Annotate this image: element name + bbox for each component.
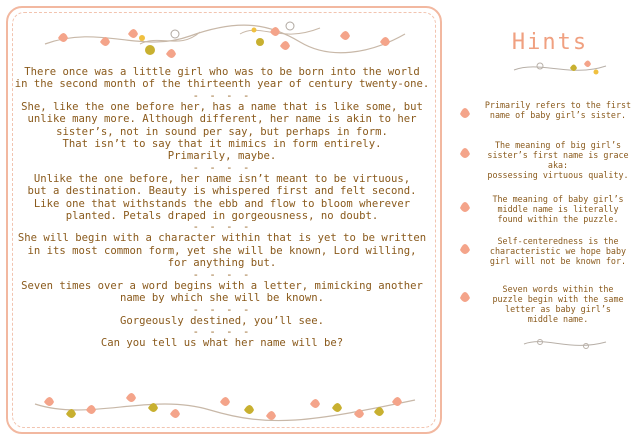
separator: - - - - <box>192 303 252 316</box>
separator: - - - - <box>192 221 252 234</box>
hint-text: Primarily refers to the first name of baby girl’s sister. <box>484 100 632 120</box>
story-paragraph-6: Gorgeously destined, you’ll see. <box>119 314 325 327</box>
vine-bottom-ornament <box>30 384 420 428</box>
hints-ornament-top <box>510 56 610 80</box>
story-paragraph-2: She, like the one before her, has a name that is like some, but unlike many more. Although different, her name is akin to her sister’s, not in sound per say, but perhaps in form. That isn’t to say that it mimics in form entirely. Primarily, maybe. <box>21 100 423 163</box>
leaf-bullet-icon <box>458 200 472 214</box>
hint-text: The meaning of baby girl’s middle name is literally found within the puzzle. <box>492 194 624 224</box>
hint-text: The meaning of big girl’s sister’s first name is grace aka: possessing virtuous quality. <box>487 140 629 180</box>
separator: - - - - <box>192 268 252 281</box>
leaf-bullet-icon <box>458 290 472 304</box>
hint-text: Self-centeredness is the characteristic we hope baby girl will not be known for. <box>489 236 627 266</box>
story-paragraph-5: Seven times over a word begins with a letter, mimicking another name by which she will be known. <box>21 279 423 305</box>
separator: - - - - <box>192 325 252 338</box>
vine-top-ornament <box>40 14 410 60</box>
leaf-bullet-icon <box>458 146 472 160</box>
story-text <box>12 66 432 349</box>
story-paragraph-7: Can you tell us what her name will be? <box>100 336 344 349</box>
hint-text: Seven words within the puzzle begin with the same letter as baby girl’s middle name. <box>492 284 624 324</box>
leaf-bullet-icon <box>458 242 472 256</box>
story-paragraph-4: She will begin with a character within that is yet to be written in its most common form, yet she will be known, Lord willing, for anything but. <box>17 232 427 270</box>
story-paragraph-3: Unlike the one before, her name isn’t meant to be virtuous, but a destination. Beauty is whispered first and felt second. Like one that withstands the ebb and flow to bloom wherever planted. Petals draped in gorgeousness, no doubt. <box>27 172 417 223</box>
separator: - - - - <box>192 161 252 174</box>
leaf-bullet-icon <box>458 106 472 120</box>
hints-ornament-bottom <box>520 334 610 354</box>
hints-title: Hints <box>511 30 589 55</box>
separator: - - - - <box>192 89 252 102</box>
story-paragraph-1: There once was a little girl who was to be born into the world in the second month of the thirteenth year of century twenty-one. <box>14 66 430 91</box>
